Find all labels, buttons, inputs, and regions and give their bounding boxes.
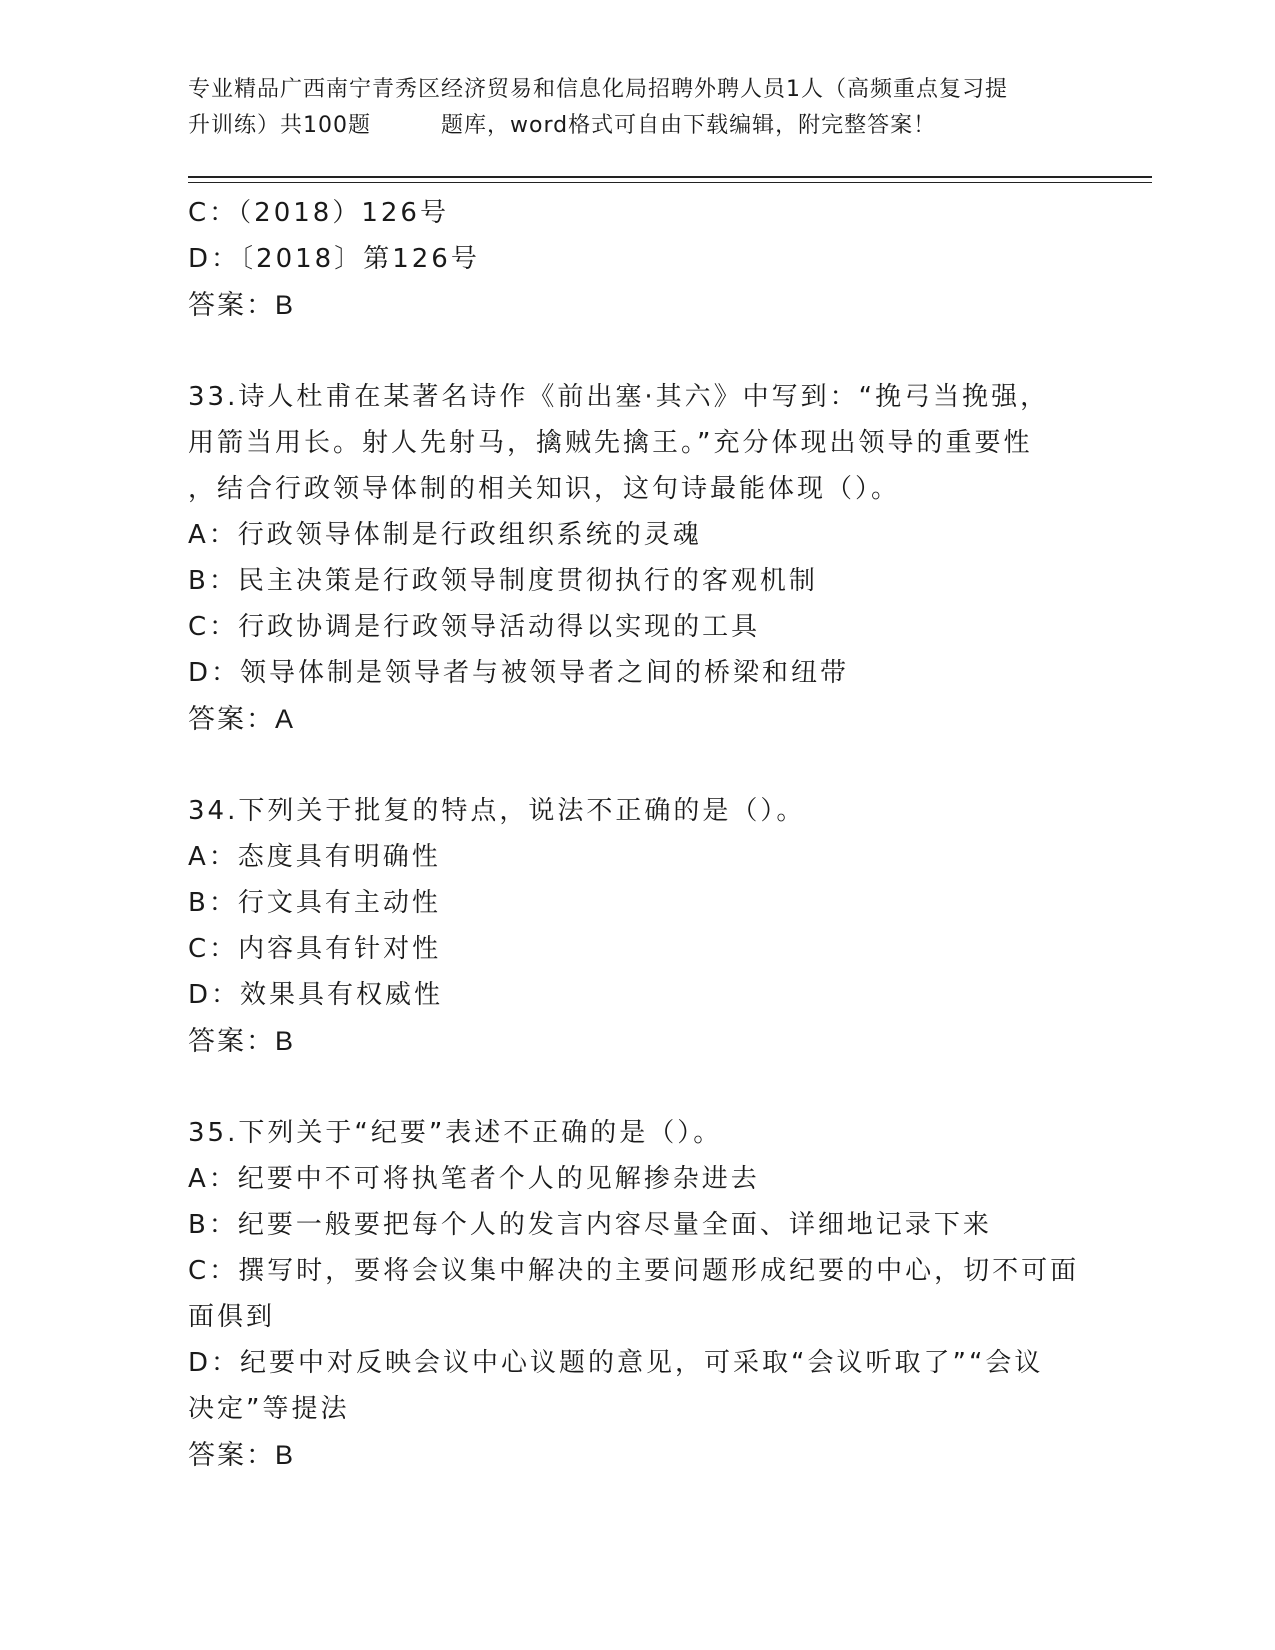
option-c: C：内容具有针对性 <box>188 934 442 964</box>
question-33 <box>188 374 1088 742</box>
header-title-line-2-left: 升训练）共100题 <box>188 113 371 138</box>
option-c: C：行政协调是行政领导活动得以实现的工具 <box>188 612 761 642</box>
question-stem-line: 34.下列关于批复的特点，说法不正确的是（）。 <box>188 796 806 826</box>
option-d-line-1: D：纪要中对反映会议中心议题的意见，可采取“会议听取了”“会议 <box>188 1348 1044 1378</box>
question-stem-line: ，结合行政领导体制的相关知识，这句诗最能体现（）。 <box>188 474 901 504</box>
question-spacer <box>188 1064 1088 1110</box>
header-title-line-1: 专业精品广西南宁青秀区经济贸易和信息化局招聘外聘人员1人（高频重点复习提 <box>188 77 1008 102</box>
question-stem-line: 35.下列关于“纪要”表述不正确的是（）。 <box>188 1118 723 1148</box>
question-content <box>188 190 1088 1478</box>
option-c-line-2: 面俱到 <box>188 1302 276 1332</box>
option-c-line-1: C：撰写时，要将会议集中解决的主要问题形成纪要的中心，切不可面 <box>188 1256 1080 1286</box>
answer-line: 答案：A <box>188 704 296 734</box>
header-title-line-2 <box>188 108 1088 144</box>
question-34 <box>188 788 1088 1064</box>
option-b: B：行文具有主动性 <box>188 888 441 918</box>
question-spacer <box>188 328 1088 374</box>
option-c: C：（2018）126号 <box>188 198 449 228</box>
question-spacer <box>188 742 1088 788</box>
question-stem-line: 33.诗人杜甫在某著名诗作《前出塞·其六》中写到：“挽弓当挽强， <box>188 382 1050 412</box>
option-a: A：纪要中不可将执笔者个人的见解掺杂进去 <box>188 1164 760 1194</box>
option-d: D：领导体制是领导者与被领导者之间的桥梁和纽带 <box>188 658 850 688</box>
previous-question-tail <box>188 190 1088 328</box>
option-d: D：〔2018〕第126号 <box>188 244 480 274</box>
question-stem-line: 用箭当用长。射人先射马，擒贼先擒王。”充分体现出领导的重要性 <box>188 428 1033 458</box>
page-header <box>188 72 1088 144</box>
option-b: B：民主决策是行政领导制度贯彻执行的客观机制 <box>188 566 818 596</box>
header-rule-thin <box>188 182 1152 183</box>
answer-line: 答案：B <box>188 1026 296 1056</box>
option-a: A：行政领导体制是行政组织系统的灵魂 <box>188 520 702 550</box>
option-b: B：纪要一般要把每个人的发言内容尽量全面、详细地记录下来 <box>188 1210 992 1240</box>
header-rule-thick <box>188 176 1152 178</box>
option-a: A：态度具有明确性 <box>188 842 441 872</box>
option-d-line-2: 决定”等提法 <box>188 1394 350 1424</box>
answer-line: 答案：B <box>188 1440 296 1470</box>
question-35 <box>188 1110 1088 1478</box>
header-title-line-2-right: 题库，word格式可自由下载编辑，附完整答案！ <box>441 113 937 138</box>
option-d: D：效果具有权威性 <box>188 980 444 1010</box>
answer-line: 答案：B <box>188 290 296 320</box>
